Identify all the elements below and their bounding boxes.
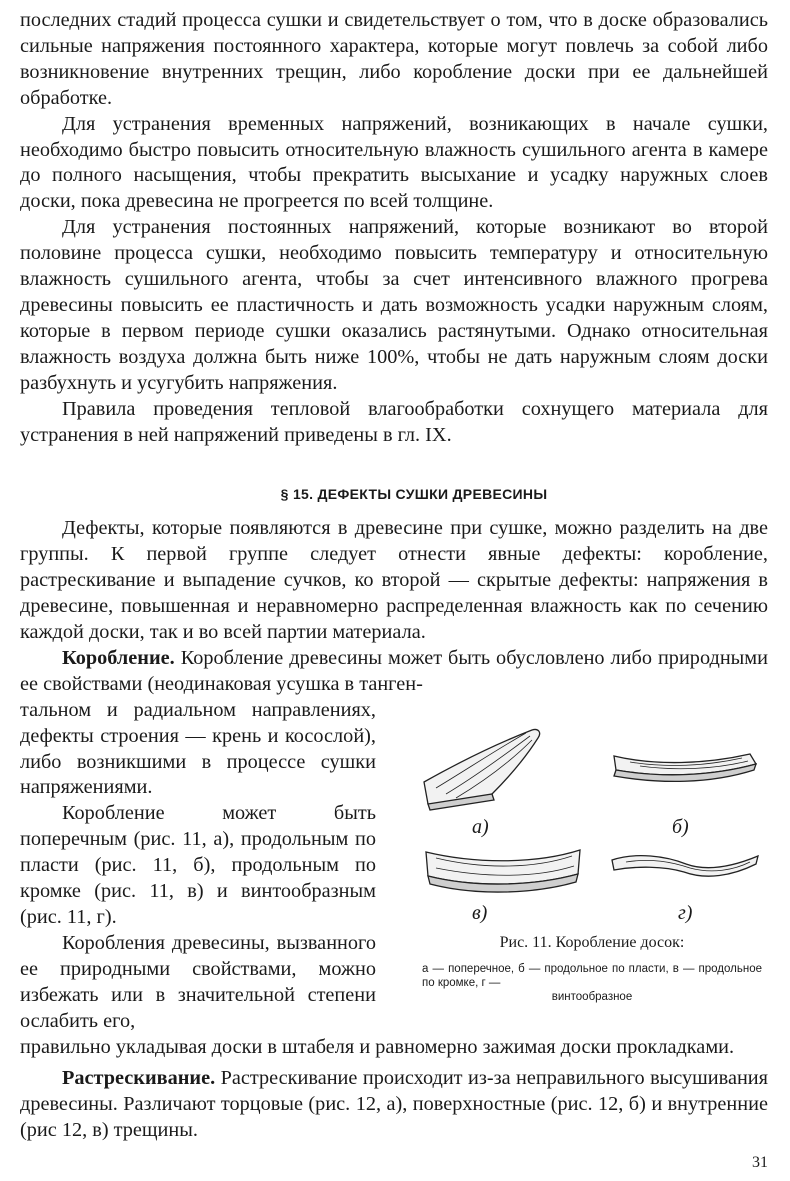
board-cross-warp <box>424 729 540 810</box>
figure-label-b: б) <box>672 815 689 838</box>
warping-narrow-column <box>20 698 376 1035</box>
paragraph-continuation: последних стадий процесса сушки и свидетельствует о том, что в доске образовались сильные напряжения постоянного характера, которые могут повлечь за собой либо возникновение внутренних трещин, либо коробление доски при ее дальнейшей обработке. <box>20 9 768 109</box>
paragraph-rules-reference: Правила проведения тепловой влагообработки сохнущего материала для устранения в ней напряжений приведены в гл. IX. <box>20 397 768 446</box>
figure-note-last: винтообразное <box>551 990 633 1003</box>
paragraph-temporary-stresses: Для устранения временных напряжений, возникающих в начале сушки, необходимо быстро повысить относительную влажность сушильного агента в камере до полного насыщения, чтобы прекратить высыхание и усадку наружных слоев доски, пока древесина не прогреется по всей толщине. <box>20 112 768 213</box>
paragraph-defects-intro: Дефекты, которые появляются в древесине при сушке, можно разделить на две группы. К первой группе следует отнести явные дефекты: коробление, растрескивание и выпадение сучков, ко второй — скрытые дефекты: напряжения в древесине, повышенная и неравномерно распределенная влажность как по сечению каждой доски, так и во всей партии материала. <box>20 517 768 644</box>
warping-lead-text: Коробление древесины может быть обусловлено либо природными ее свойствами (неодинаковая усушка в танген- <box>20 646 768 695</box>
figure-label-v: в) <box>472 901 488 924</box>
page-number: 31 <box>752 1154 768 1171</box>
paragraph-cracking <box>20 1066 768 1144</box>
figure-11-drawing <box>416 724 768 929</box>
warping-lead-term: Коробление. <box>62 646 175 669</box>
board-edge-crook <box>426 850 580 892</box>
figure-note-text: а — поперечное, б — продольное по пласти, в — продольное по кромке, г — <box>422 962 762 989</box>
cracking-lead-term: Растрескивание. <box>62 1067 216 1090</box>
figure-caption: Рис. 11. Коробление досок: <box>499 933 685 951</box>
warping-figure-block <box>20 698 768 1035</box>
figure-label-a: а) <box>472 815 489 838</box>
figure-label-g: г) <box>678 901 693 924</box>
paragraph-warping-lead <box>20 646 768 698</box>
board-face-bow <box>614 754 756 781</box>
paragraph-warping-types: Коробление может быть поперечным (рис. 11, а), продольным по пласти (рис. 11, б), продольным по кромке (рис. 11, в) и винтообразным (рис. 11, г). <box>20 802 376 928</box>
paragraph-permanent-stresses: Для устранения постоянных напряжений, которые возникают во второй половине процесса сушки, необходимо повысить температуру и относительную влажность сушильного агента, чтобы за счет интенсивного влажного прогрева древесины повысить ее пластичность и дать возможность усадки наружным слоям, которые в первом периоде сушки оказались растянутыми. Однако относительная влажность воздуха должна быть ниже 100%, чтобы не дать наружным слоям доски разбухнуть и усугубить напряжения. <box>20 216 768 394</box>
paragraph-warping-avoid: Коробления древесины, вызванного ее природными свойствами, можно избежать или в значительной степени ослабить его, <box>20 931 376 1032</box>
cracking-text: Растрескивание происходит из-за неправильного высушивания древесины. Различают торцовые (рис. 12, а), поверхностные (рис. 12, б) и внутренние (рис 12, в) трещины. <box>20 1067 768 1142</box>
section-heading: § 15. ДЕФЕКТЫ СУШКИ ДРЕВЕСИНЫ <box>280 486 548 503</box>
paragraph-warping-causes: тальном и радиальном направлениях, дефекты строения — крень и косослой), либо возникшими в процессе сушки напряжениями. <box>20 698 376 799</box>
board-twist <box>612 855 758 876</box>
document-page <box>20 8 768 1144</box>
paragraph-warping-tail: правильно укладывая доски в штабеля и равномерно зажимая доски прокладками. <box>20 1035 735 1058</box>
figure-note <box>422 962 762 1004</box>
figure-11 <box>416 724 768 1014</box>
